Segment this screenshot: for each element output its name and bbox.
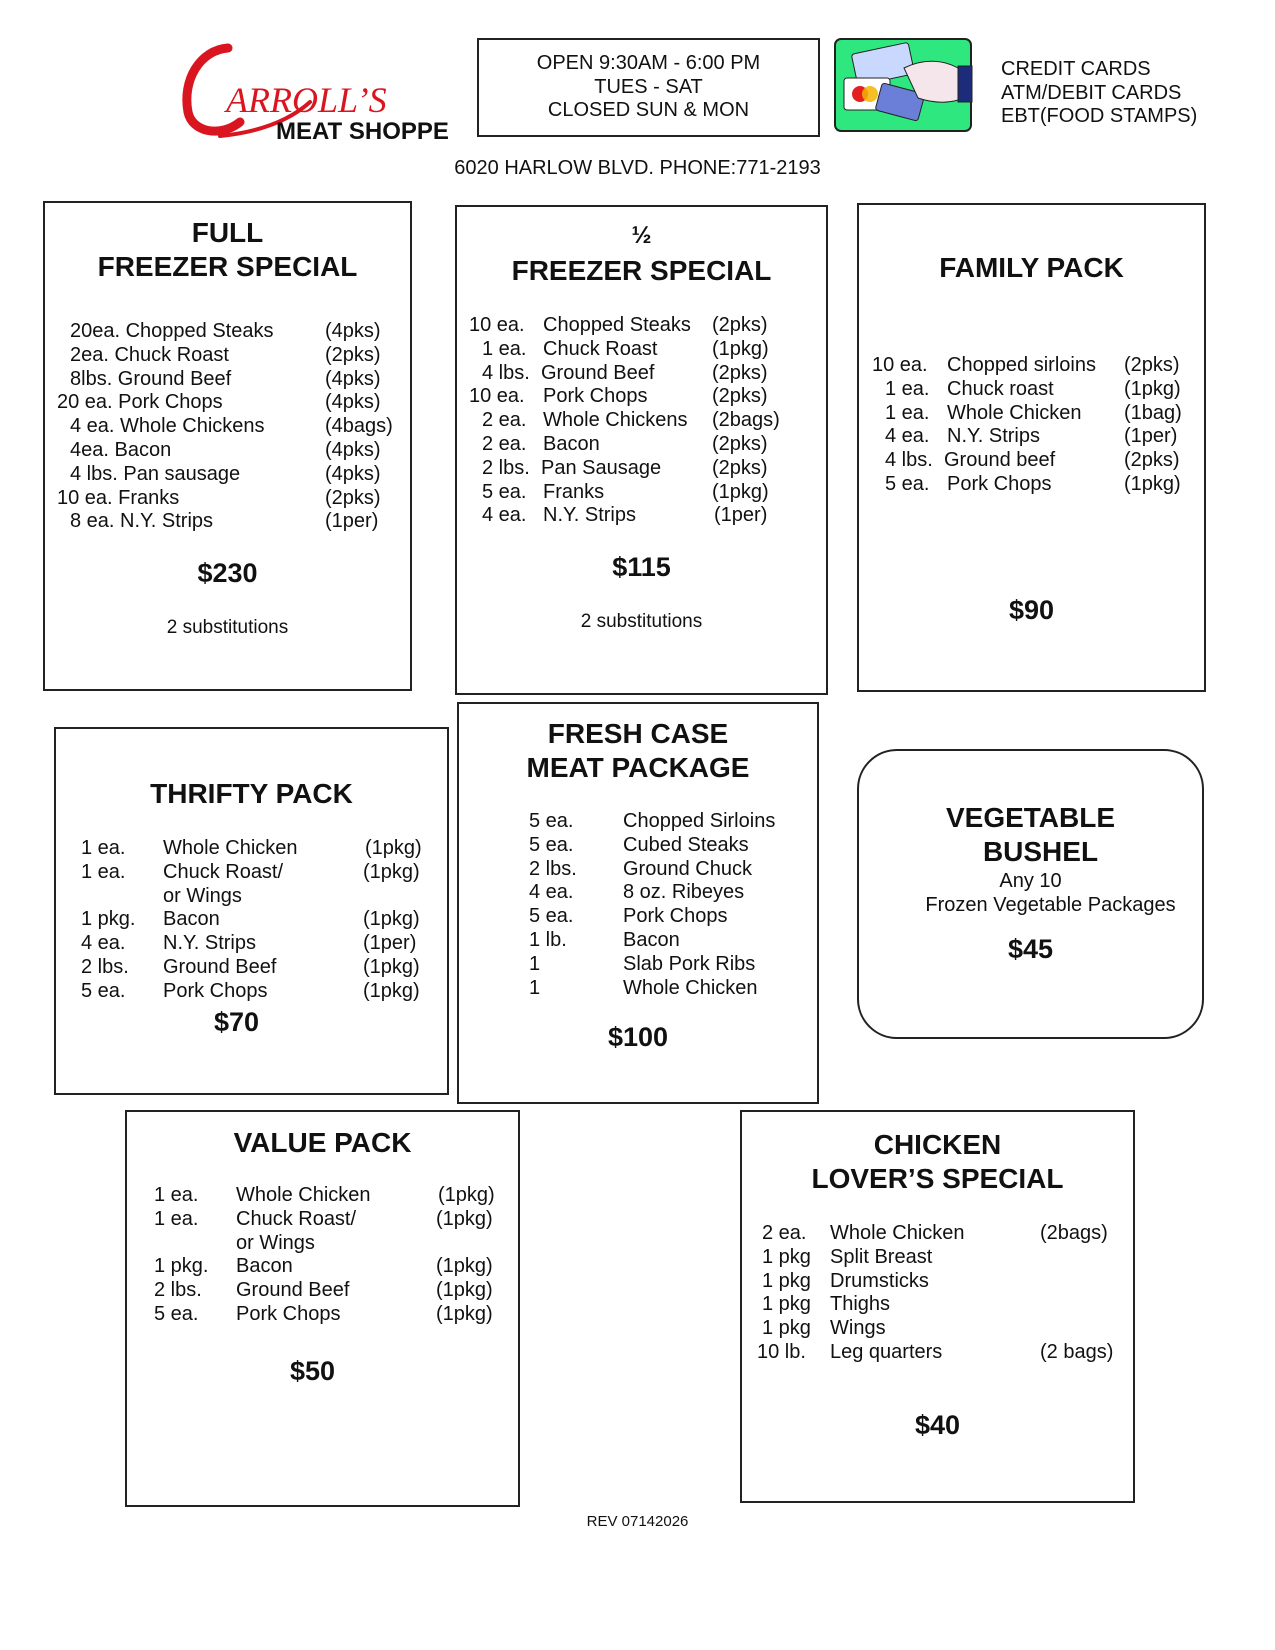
list-item: or Wings [236,1231,315,1254]
list-item: 5 ea. Pork Chops [529,905,728,928]
logo-subtitle: MEAT SHOPPE [276,118,449,145]
value-pack-items [154,1184,514,1327]
value-pack-card [125,1110,520,1507]
family-pack-card [857,203,1206,692]
list-item: 5 ea. Pork Chops (1pkg) [154,1302,493,1325]
fresh-case-title-1: FRESH CASE [547,718,729,749]
chicken-lover-title-2: LOVER’S SPECIAL [811,1163,1064,1194]
list-item: 2 lbs. Ground Chuck [529,857,752,880]
half-freezer-title-1: ½ [631,222,652,249]
payment-credit: CREDIT CARDS [1001,58,1151,80]
list-item: 1 Slab Pork Ribs [529,952,756,975]
list-item: 4 ea. N.Y. Strips (1per) [81,932,417,955]
thrifty-pack-title: THRIFTY PACK [150,778,353,809]
list-item: 4 ea. 8 oz. Ribeyes [529,881,745,904]
hours-line-3: CLOSED SUN & MON [547,99,750,121]
hours-line-2: TUES - SAT [594,75,703,98]
list-item: 4ea. Bacon (4pks) [70,438,381,461]
chicken-lover-price: $40 [914,1410,961,1440]
list-item: 1 ea. Chuck roast (1pkg) [885,377,1181,400]
list-item: 1 pkg Drumsticks [762,1269,929,1292]
value-pack-title: VALUE PACK [233,1127,412,1158]
payment-atm: ATM/DEBIT CARDS [1001,81,1182,104]
full-freezer-card [43,201,412,691]
full-freezer-price: $230 [197,558,258,588]
half-freezer-card [455,205,828,695]
list-item: 4 lbs. Ground Beef (2pks) [482,361,768,384]
list-item: 5 ea. Franks (1pkg) [482,480,769,503]
list-item: 10 ea. Pork Chops (2pks) [469,385,768,408]
list-item: 20 ea. Pork Chops (4pks) [57,391,381,414]
family-pack-title: FAMILY PACK [939,252,1124,283]
list-item: 2 ea. Whole Chicken (2bags) [762,1222,1108,1244]
list-item: 10 ea. Chopped sirloins (2pks) [872,354,1180,376]
list-item: 8lbs. Ground Beef (4pks) [70,367,381,390]
full-freezer-items [57,320,397,534]
vegetable-bushel-price: $45 [1007,934,1054,964]
list-item: 10 ea. Chopped Steaks (2pks) [469,314,768,336]
list-item: 4 lbs. Ground beef (2pks) [885,449,1180,472]
fresh-case-title-2: MEAT PACKAGE [526,752,750,783]
fresh-case-price: $100 [607,1022,669,1052]
list-item: 1 pkg Split Breast [762,1245,933,1268]
payment-ebt: EBT(FOOD STAMPS) [1001,105,1198,127]
list-item: 1 Whole Chicken [529,976,758,999]
list-item: or Wings [163,884,242,907]
list-item: 4 ea. N.Y. Strips (1per) [885,425,1178,448]
list-item: 8 ea. N.Y. Strips (1per) [70,510,379,533]
list-item: 1 ea. Chuck Roast/ (1pkg) [81,860,420,883]
half-freezer-items [469,314,819,528]
chicken-lover-card [740,1110,1135,1503]
vegetable-bushel-title-2: BUSHEL [982,836,1099,867]
list-item: 1 ea. Whole Chicken (1bag) [885,401,1182,424]
vegetable-bushel-line-2: Frozen Vegetable Packages [925,894,1176,916]
list-item: 1 ea. Chuck Roast (1pkg) [482,337,769,360]
vegetable-bushel-card [857,749,1204,1039]
full-freezer-title-1: FULL [191,217,264,248]
value-pack-price: $50 [289,1356,336,1386]
half-freezer-note: 2 substitutions [580,611,703,632]
list-item: 1 ea. Whole Chicken (1pkg) [154,1184,495,1206]
thrifty-pack-price: $70 [213,1007,260,1037]
fresh-case-items [529,810,809,1000]
list-item: 1 pkg. Bacon (1pkg) [154,1255,493,1278]
revision-label: REV 07142026 [586,1513,689,1530]
list-item: 2 ea. Bacon (2pks) [482,432,768,455]
list-item: 4 lbs. Pan sausage (4pks) [70,462,381,485]
vegetable-bushel-line-1: Any 10 [999,870,1062,892]
list-item: 1 pkg Thighs [762,1293,891,1316]
store-logo [180,40,465,150]
list-item: 10 ea. Franks (2pks) [57,486,381,509]
svg-text:ARROLL’S: ARROLL’S [226,80,387,120]
list-item: 10 lb. Leg quarters (2 bags) [757,1340,1114,1363]
list-item: 5 ea. Pork Chops (1pkg) [885,472,1181,495]
list-item: 2 lbs. Pan Sausage (2pks) [482,456,768,479]
half-freezer-title-2: FREEZER SPECIAL [511,255,772,286]
store-address: 6020 HARLOW BLVD. PHONE:771-2193 [454,157,821,179]
list-item: 4 ea. Whole Chickens (4bags) [70,415,393,438]
list-item: 1 ea. Whole Chicken (1pkg) [81,837,422,859]
list-item: 2ea. Chuck Roast (2pks) [70,343,381,366]
list-item: 2 ea. Whole Chickens (2bags) [482,409,780,432]
chicken-lover-items [757,1222,1127,1365]
list-item: 5 ea. Chopped Sirloins [529,810,776,832]
credit-card-icon [834,38,976,133]
store-hours-box [477,38,820,137]
list-item: 1 ea. Chuck Roast/ (1pkg) [154,1207,493,1230]
full-freezer-title-2: FREEZER SPECIAL [97,251,358,282]
fresh-case-card [457,702,819,1104]
full-freezer-note: 2 substitutions [166,617,289,638]
list-item: 1 pkg. Bacon (1pkg) [81,908,420,931]
list-item: 1 lb. Bacon [529,928,680,951]
list-item: 5 ea. Pork Chops (1pkg) [81,979,420,1002]
list-item: 20ea. Chopped Steaks (4pks) [70,320,381,342]
list-item: 5 ea. Cubed Steaks [529,833,749,856]
hours-line-1: OPEN 9:30AM - 6:00 PM [536,52,761,74]
vegetable-bushel-title-1: VEGETABLE [945,802,1116,833]
list-item: 2 lbs. Ground Beef (1pkg) [81,955,420,978]
list-item: 1 pkg Wings [762,1317,886,1340]
half-freezer-price: $115 [612,552,671,582]
thrifty-pack-card [54,727,449,1095]
payment-methods [1001,58,1197,129]
thrifty-pack-items [81,837,441,1004]
list-item: 4 ea. N.Y. Strips (1per) [482,504,768,527]
family-pack-items [872,354,1202,497]
chicken-lover-title-1: CHICKEN [873,1129,1002,1160]
family-pack-price: $90 [1008,595,1055,625]
list-item: 2 lbs. Ground Beef (1pkg) [154,1279,493,1302]
